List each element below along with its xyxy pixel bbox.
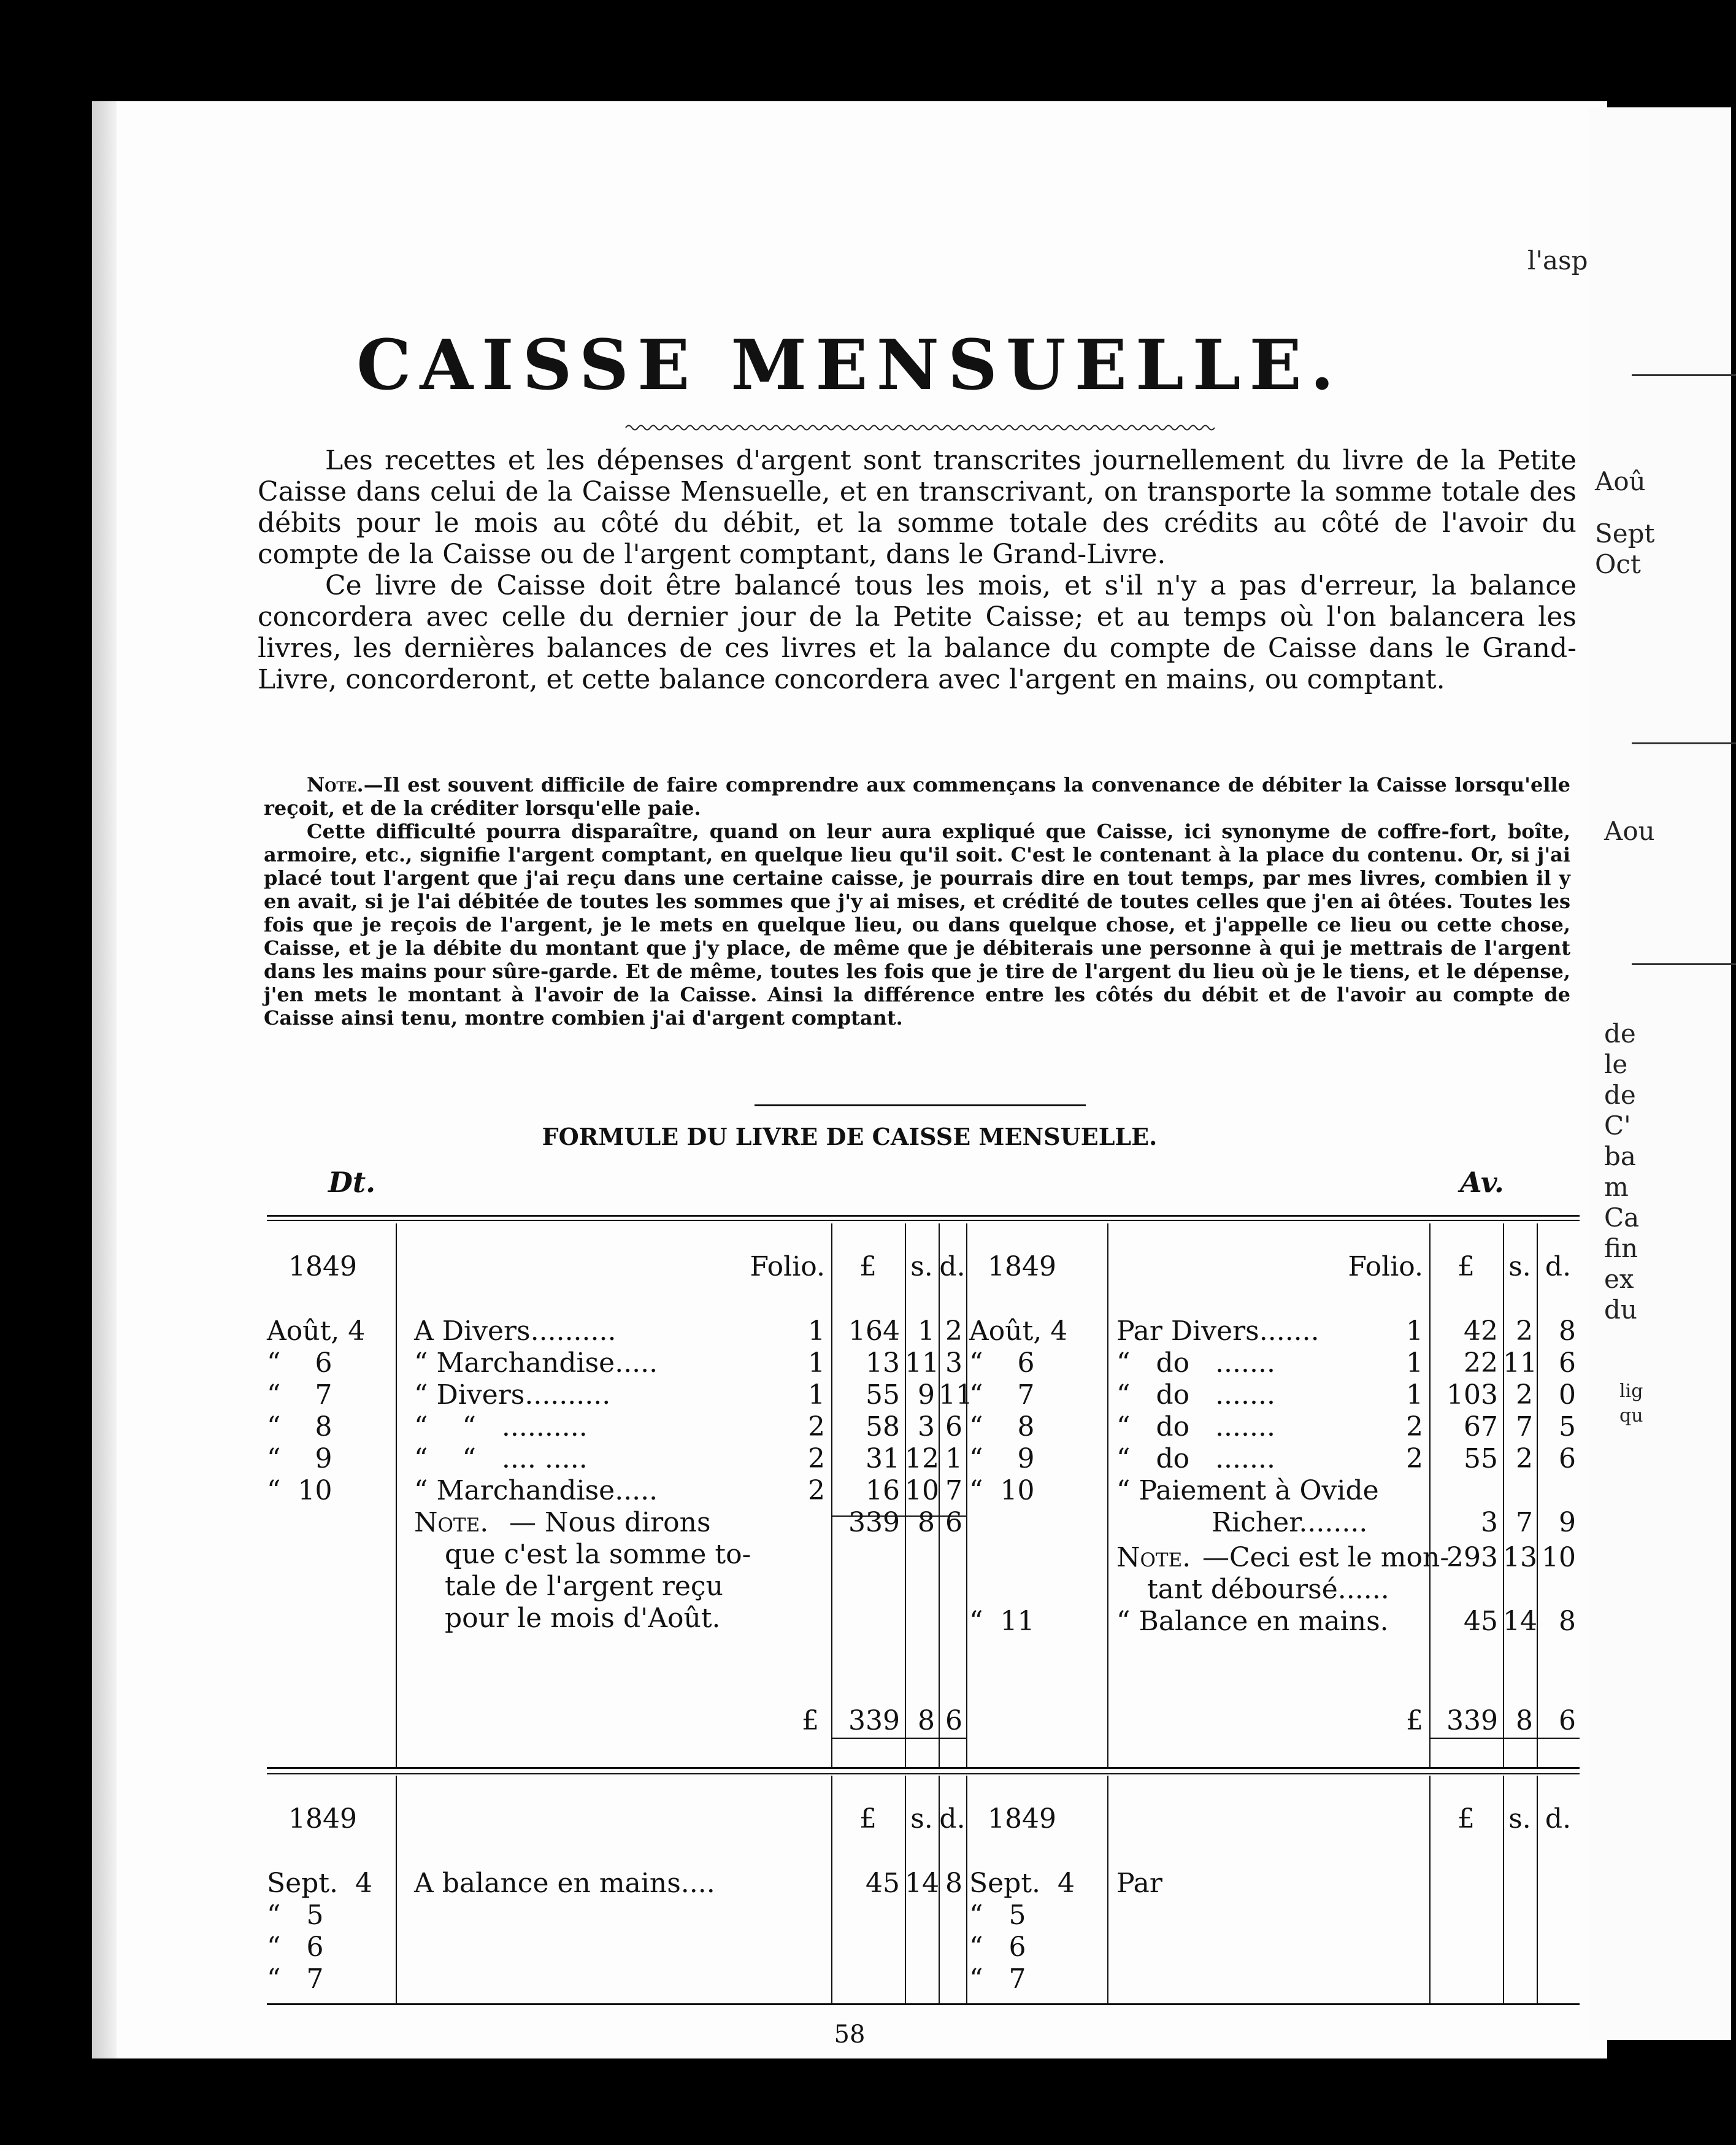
facing-page-text: fin (1604, 1233, 1638, 1263)
sept-debit-shilling-header: s. (910, 1803, 933, 1835)
debit-folio: 1 (808, 1379, 825, 1411)
credit-pounds: 42 (1464, 1315, 1498, 1347)
credit-date: “ 10 (969, 1475, 1035, 1506)
credit-date: “ 6 (969, 1347, 1035, 1379)
debit-heading: Dt. (328, 1166, 376, 1199)
rule-top (267, 1220, 1580, 1221)
credit-date: “ 8 (969, 1411, 1035, 1442)
credit-description: “ do ....... (1116, 1411, 1275, 1442)
debit-pence: 11 (939, 1379, 973, 1411)
facing-page-text: le (1604, 1049, 1628, 1079)
facing-page-text: m (1604, 1172, 1629, 1202)
credit-pounds: 55 (1464, 1443, 1498, 1474)
credit-shillings: 2 (1516, 1443, 1533, 1474)
credit-description: “ do ....... (1116, 1379, 1275, 1411)
debit-pounds: 55 (866, 1379, 900, 1411)
credit-date: “ 9 (969, 1443, 1035, 1474)
facing-page-rule (1632, 374, 1736, 376)
debit-pence: 2 (945, 1315, 962, 1347)
sept-debit-date: “ 5 (267, 1900, 324, 1931)
debit-description: A Divers.......... (414, 1315, 616, 1347)
credit-note-pence: 10 (1542, 1542, 1576, 1573)
column-rule (1107, 1776, 1108, 2003)
credit-date: “ 7 (969, 1379, 1035, 1411)
debit-pence: 7 (945, 1475, 962, 1506)
debit-description: “ Marchandise..... (414, 1475, 658, 1506)
facing-page-text: Sept (1595, 518, 1655, 549)
sept-debit-pence-header: d. (939, 1803, 966, 1835)
note-block (264, 773, 1570, 1030)
facing-page-text: Ca (1604, 1203, 1640, 1233)
rule-bottom (267, 2003, 1580, 2005)
rule-mid (267, 1773, 1580, 1774)
facing-page-text: de (1604, 1080, 1636, 1110)
note-paragraph (264, 773, 1570, 820)
column-rule (966, 1223, 967, 1767)
debit-date: “ 10 (267, 1475, 332, 1506)
credit-pence: 6 (1559, 1443, 1576, 1474)
intro-paragraph: Ce livre de Caisse doit être balancé tous les mois, et s'il n'y a pas d'erreur, la balance concordera avec celle du dernier jour de la Petite Caisse; et au temps où l'on balancera les livres, les dernières balances de ces livres et la balance du compte de Caisse dans le Grand-Livre, concorderont, et cette balance concordera avec l'argent en mains, ou comptant. (258, 570, 1577, 695)
sept-credit-shilling-header: s. (1508, 1803, 1531, 1835)
credit-description: “ Paiement à Ovide (1116, 1475, 1379, 1506)
debit-folio: 2 (808, 1411, 825, 1442)
sept-debit-pence: 8 (945, 1868, 962, 1899)
debit-note-line: tale de l'argent reçu (445, 1571, 723, 1602)
debit-folio: 2 (808, 1443, 825, 1474)
credit-total-shillings: 8 (1516, 1705, 1533, 1736)
credit-description: “ do ....... (1116, 1443, 1275, 1474)
sept-debit-date: “ 6 (267, 1931, 324, 1963)
credit-pence: 0 (1559, 1379, 1576, 1411)
column-rule (1107, 1223, 1108, 1767)
credit-description: Par Divers....... (1116, 1315, 1319, 1347)
total-rule (831, 1738, 966, 1739)
facing-page-text: qu (1619, 1405, 1643, 1427)
sept-debit-description: A balance en mains.... (414, 1868, 715, 1899)
credit-folio: 2 (1406, 1443, 1423, 1474)
section-divider (755, 1104, 1086, 1106)
debit-pounds: 164 (848, 1315, 900, 1347)
title-ornament (626, 423, 1215, 432)
sept-debit-pounds: 45 (866, 1868, 900, 1899)
credit-total-pence: 6 (1559, 1705, 1576, 1736)
debit-pence: 6 (945, 1411, 962, 1442)
note-paragraph: Cette difficulté pourra disparaître, quand on leur aura expliqué que Caisse, ici synonyme de coffre-fort, boîte, armoire, etc., signifie l'argent comptant, en quelque lieu qu'il soit. C'est le contenant à la place du contenu. Or, si j'ai placé tout l'argent que j'ai reçu dans une certaine caisse, je pourrais dire en tout temps, par mes livres, combien il y en avait, si je l'ai débitée de toutes les sommes que j'y ai mises, et crédité de toutes celles que j'en ai ôtées. Toutes les fois que je reçois de l'argent, je le mets en quelque lieu, ou dans quelque chose, et j'appelle ce lieu ou cette chose, Caisse, et je la débite du montant que j'y place, de même que je débiterais une personne à qui je mettrais de l'argent dans les mains pour sûre-garde. Et de même, toutes les fois que je tire de l'argent du lieu où je le tiens, et le dépense, j'en mets le montant à l'avoir de la Caisse. Ainsi la différence entre les côtés du débit et de l'avoir au compte de Caisse ainsi tenu, montre combien j'ai d'argent comptant. (264, 820, 1570, 1030)
facing-page-text: Aoû (1595, 466, 1646, 496)
column-rule (1537, 1223, 1538, 1767)
facing-page-text: C' (1604, 1111, 1631, 1141)
credit-balance-pence: 8 (1559, 1606, 1576, 1637)
debit-shilling-header: s. (910, 1251, 933, 1282)
credit-description: “ do ....... (1116, 1347, 1275, 1379)
total-rule (1429, 1738, 1580, 1739)
debit-note-label: Note. (414, 1507, 489, 1538)
credit-shilling-header: s. (1508, 1251, 1531, 1282)
credit-shillings: 7 (1516, 1507, 1533, 1538)
debit-note-line: que c'est la somme to- (445, 1539, 751, 1570)
sept-credit-date: “ 7 (969, 1963, 1026, 1995)
debit-shillings: 9 (918, 1379, 935, 1411)
debit-note-line: pour le mois d'Août. (445, 1603, 721, 1634)
credit-balance-date: “ 11 (969, 1606, 1035, 1637)
debit-pounds: 16 (866, 1475, 900, 1506)
column-rule (396, 1776, 397, 2003)
cash-ledger (267, 1215, 1580, 2012)
credit-folio-header: Folio. (1348, 1251, 1423, 1282)
sept-credit-date: “ 5 (969, 1900, 1026, 1931)
debit-pound-header: £ (859, 1251, 877, 1282)
page-number: 58 (834, 2020, 866, 2049)
column-rule (1429, 1223, 1431, 1767)
note-label: Note. (307, 773, 364, 796)
facing-page-text: lig (1619, 1381, 1643, 1402)
book-page (92, 101, 1607, 2058)
facing-page-text: de (1604, 1019, 1636, 1049)
credit-note-line: —Ceci est le mon- (1202, 1542, 1450, 1573)
credit-pounds: 22 (1464, 1347, 1498, 1379)
intro-text (258, 445, 1577, 695)
credit-note-line: tant déboursé...... (1147, 1574, 1389, 1605)
facing-page-text: ex (1604, 1264, 1634, 1294)
sept-debit-date: “ 7 (267, 1963, 324, 1995)
facing-page-rule (1632, 742, 1736, 744)
debit-pence-header: d. (939, 1251, 966, 1282)
debit-shillings: 12 (905, 1443, 939, 1474)
column-rule (396, 1223, 397, 1767)
debit-pence: 3 (945, 1347, 962, 1379)
debit-date: “ 6 (267, 1347, 332, 1379)
credit-pence: 8 (1559, 1315, 1576, 1347)
facing-page-text: du (1604, 1295, 1637, 1325)
sept-debit-year: 1849 (288, 1803, 357, 1835)
debit-date: Août, 4 (267, 1315, 366, 1347)
facing-page-rule (1632, 963, 1736, 965)
debit-total-pence: 6 (945, 1705, 962, 1736)
credit-note-pounds: 293 (1446, 1542, 1498, 1573)
debit-pounds: 58 (866, 1411, 900, 1442)
sept-debit-date: Sept. 4 (267, 1868, 372, 1899)
credit-shillings: 7 (1516, 1411, 1533, 1442)
credit-pound-header: £ (1458, 1251, 1475, 1282)
rule-top (267, 1215, 1580, 1217)
sept-debit-pound-header: £ (859, 1803, 877, 1835)
sept-credit-date: Sept. 4 (969, 1868, 1075, 1899)
column-rule (1503, 1223, 1504, 1767)
debit-folio-header: Folio. (750, 1251, 825, 1282)
debit-description: “ “ .......... (414, 1411, 588, 1442)
column-rule (966, 1776, 967, 2003)
debit-date: “ 8 (267, 1411, 332, 1442)
rule-mid (267, 1767, 1580, 1769)
facing-page-text: l'asp (1527, 245, 1588, 275)
form-title: FORMULE DU LIVRE DE CAISSE MENSUELLE. (542, 1123, 1158, 1150)
debit-shillings: 10 (905, 1475, 939, 1506)
credit-pounds: 103 (1446, 1379, 1498, 1411)
debit-subtotal-pence: 6 (945, 1507, 962, 1538)
debit-folio: 1 (808, 1347, 825, 1379)
credit-balance-description: “ Balance en mains. (1116, 1606, 1389, 1637)
sept-credit-year: 1849 (988, 1803, 1056, 1835)
facing-page-text: Oct (1595, 549, 1641, 579)
sept-credit-pence-header: d. (1545, 1803, 1572, 1835)
sept-credit-date: “ 6 (969, 1931, 1026, 1963)
facing-page-text: ba (1604, 1141, 1636, 1171)
credit-date: Août, 4 (969, 1315, 1068, 1347)
credit-pence-header: d. (1545, 1251, 1572, 1282)
debit-subtotal-shillings: 8 (918, 1507, 935, 1538)
credit-pounds: 67 (1464, 1411, 1498, 1442)
debit-date: “ 7 (267, 1379, 332, 1411)
debit-date: “ 9 (267, 1443, 332, 1474)
credit-pence: 9 (1559, 1507, 1576, 1538)
credit-pence: 5 (1559, 1411, 1576, 1442)
credit-shillings: 2 (1516, 1315, 1533, 1347)
credit-balance-pounds: 45 (1464, 1606, 1498, 1637)
credit-shillings: 2 (1516, 1379, 1533, 1411)
credit-year: 1849 (988, 1251, 1056, 1282)
note-text: —Il est souvent difficile de faire comprendre aux commençans la convenance de débiter la Caisse lorsqu'elle reçoit, et de la créditer lorsqu'elle paie. (264, 773, 1570, 820)
debit-folio: 2 (808, 1475, 825, 1506)
debit-folio: 1 (808, 1315, 825, 1347)
credit-description: Richer........ (1212, 1507, 1368, 1538)
credit-heading: Av. (1460, 1166, 1504, 1199)
credit-folio: 1 (1406, 1347, 1423, 1379)
credit-pence: 6 (1559, 1347, 1576, 1379)
debit-pence: 1 (945, 1443, 962, 1474)
credit-note-label: Note. (1116, 1542, 1191, 1573)
intro-paragraph: Les recettes et les dépenses d'argent sont transcrites journellement du livre de la Petite Caisse dans celui de la Caisse Mensuelle, et en transcrivant, on transporte la somme totale des débits pour le mois au côté du débit, et la somme totale des crédits au côté de l'avoir du compte de la Caisse ou de l'argent comptant, dans le Grand-Livre. (258, 445, 1577, 570)
page-title: CAISSE MENSUELLE. (356, 325, 1343, 406)
debit-description: “ Divers.......... (414, 1379, 611, 1411)
debit-pounds: 13 (866, 1347, 900, 1379)
debit-total-symbol: £ (802, 1705, 819, 1736)
debit-total-pounds: 339 (848, 1705, 900, 1736)
credit-folio: 2 (1406, 1411, 1423, 1442)
sept-credit-pound-header: £ (1458, 1803, 1475, 1835)
credit-balance-shillings: 14 (1503, 1606, 1537, 1637)
debit-shillings: 3 (918, 1411, 935, 1442)
credit-folio: 1 (1406, 1315, 1423, 1347)
sept-credit-description: Par (1116, 1868, 1162, 1899)
sept-debit-shillings: 14 (905, 1868, 939, 1899)
debit-note-line: — Nous dirons (509, 1507, 711, 1538)
credit-total-pounds: 339 (1446, 1705, 1498, 1736)
debit-pounds: 31 (866, 1443, 900, 1474)
credit-note-shillings: 13 (1503, 1542, 1537, 1573)
credit-total-symbol: £ (1406, 1705, 1423, 1736)
credit-shillings: 11 (1503, 1347, 1537, 1379)
debit-description: “ Marchandise..... (414, 1347, 658, 1379)
debit-total-shillings: 8 (918, 1705, 935, 1736)
debit-shillings: 11 (905, 1347, 939, 1379)
debit-shillings: 1 (918, 1315, 935, 1347)
facing-page-text: Aou (1604, 816, 1655, 846)
debit-description: “ “ .... ..... (414, 1443, 588, 1474)
debit-year: 1849 (288, 1251, 357, 1282)
credit-pounds: 3 (1481, 1507, 1498, 1538)
credit-folio: 1 (1406, 1379, 1423, 1411)
debit-subtotal-pounds: 339 (848, 1507, 900, 1538)
